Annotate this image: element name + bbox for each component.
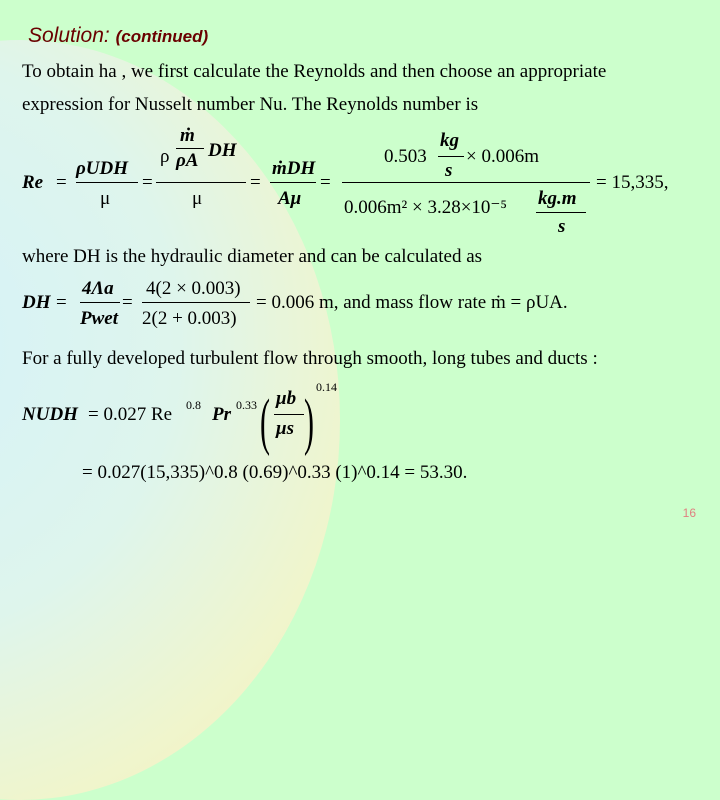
re-term4-num-frac-bar xyxy=(438,156,464,157)
nu-exp-mu: 0.14 xyxy=(316,380,337,394)
paragraph-line-2: expression for Nusselt number Nu. The Reynolds number is xyxy=(22,94,479,115)
page-number: 16 xyxy=(682,506,696,520)
heading-title: Solution: xyxy=(28,24,110,47)
re-term3-numerator: ṁDH xyxy=(272,158,316,179)
re-term4-den-frac-den: s xyxy=(558,216,566,237)
re-term2-inner-den: ρA xyxy=(176,150,199,171)
dh-term2-numerator: 4(2 × 0.003) xyxy=(146,278,241,299)
re-result: = 15,335, xyxy=(596,172,669,193)
where-dh-text: where DH is the hydraulic diameter and can be calculated as xyxy=(22,246,483,267)
nu-mu-b: μb xyxy=(276,388,297,409)
re-term2-rho: ρ xyxy=(160,146,170,167)
re-term2-inner-num: ṁ xyxy=(180,125,195,146)
dh-term2-bar xyxy=(142,302,250,303)
nu-line2: = 0.027(15,335)^0.8 (0.69)^0.33 (1)^0.14 = 53.30. xyxy=(82,462,468,483)
re-term3-denominator: Aμ xyxy=(278,188,302,209)
re-term2-dh: DH xyxy=(208,140,237,161)
fully-developed-text: For a fully developed turbulent flow through smooth, long tubes and ducts : xyxy=(22,348,598,369)
dh-term1-bar xyxy=(80,302,120,303)
nu-exp-re: 0.8 xyxy=(186,398,201,412)
re-term4-den-a: 0.006m² × 3.28×10⁻⁵ xyxy=(344,197,508,218)
re-term2-den: μ xyxy=(192,188,203,209)
nu-exp-pr: 0.33 xyxy=(236,398,257,412)
nu-rhs-a: = 0.027 Re xyxy=(88,404,173,425)
dh-lhs: DH xyxy=(22,292,51,313)
re-term2-inner-bar xyxy=(176,148,204,149)
re-term4-num-frac-den: s xyxy=(445,160,453,181)
re-term2-bar xyxy=(156,182,246,183)
dh-term2-denominator: 2(2 + 0.003) xyxy=(142,308,237,329)
re-term4-den-frac-num: kg.m xyxy=(538,188,577,209)
dh-term1-denominator: Pwet xyxy=(80,308,118,329)
re-term1-numerator: ρUDH xyxy=(76,158,129,179)
re-lhs: Re xyxy=(22,172,44,193)
paragraph-line-1: To obtain ha , we first calculate the Reynolds and then choose an appropriate xyxy=(22,61,607,82)
heading-subtitle: (continued) xyxy=(115,27,209,46)
nu-mu-bar xyxy=(274,414,304,415)
re-term1-denominator: μ xyxy=(100,188,111,209)
slide-heading xyxy=(28,24,208,48)
nu-mu-s: μs xyxy=(276,418,294,439)
nu-lhs: NUDH xyxy=(22,404,78,425)
re-term4-den-frac-bar xyxy=(536,212,586,213)
dh-term1-numerator: 4Λa xyxy=(82,278,114,299)
dh-result: = 0.006 m, and mass flow rate ṁ = ρUA. xyxy=(256,292,568,313)
nu-pr: Pr xyxy=(212,404,231,425)
re-term4-num-a: 0.503 xyxy=(384,146,427,167)
re-term3-bar xyxy=(270,182,316,183)
re-term4-bar xyxy=(342,182,590,183)
re-term4-num-b: × 0.006m xyxy=(466,146,539,167)
re-term4-num-frac-num: kg xyxy=(440,130,459,151)
re-term1-bar xyxy=(76,182,138,183)
